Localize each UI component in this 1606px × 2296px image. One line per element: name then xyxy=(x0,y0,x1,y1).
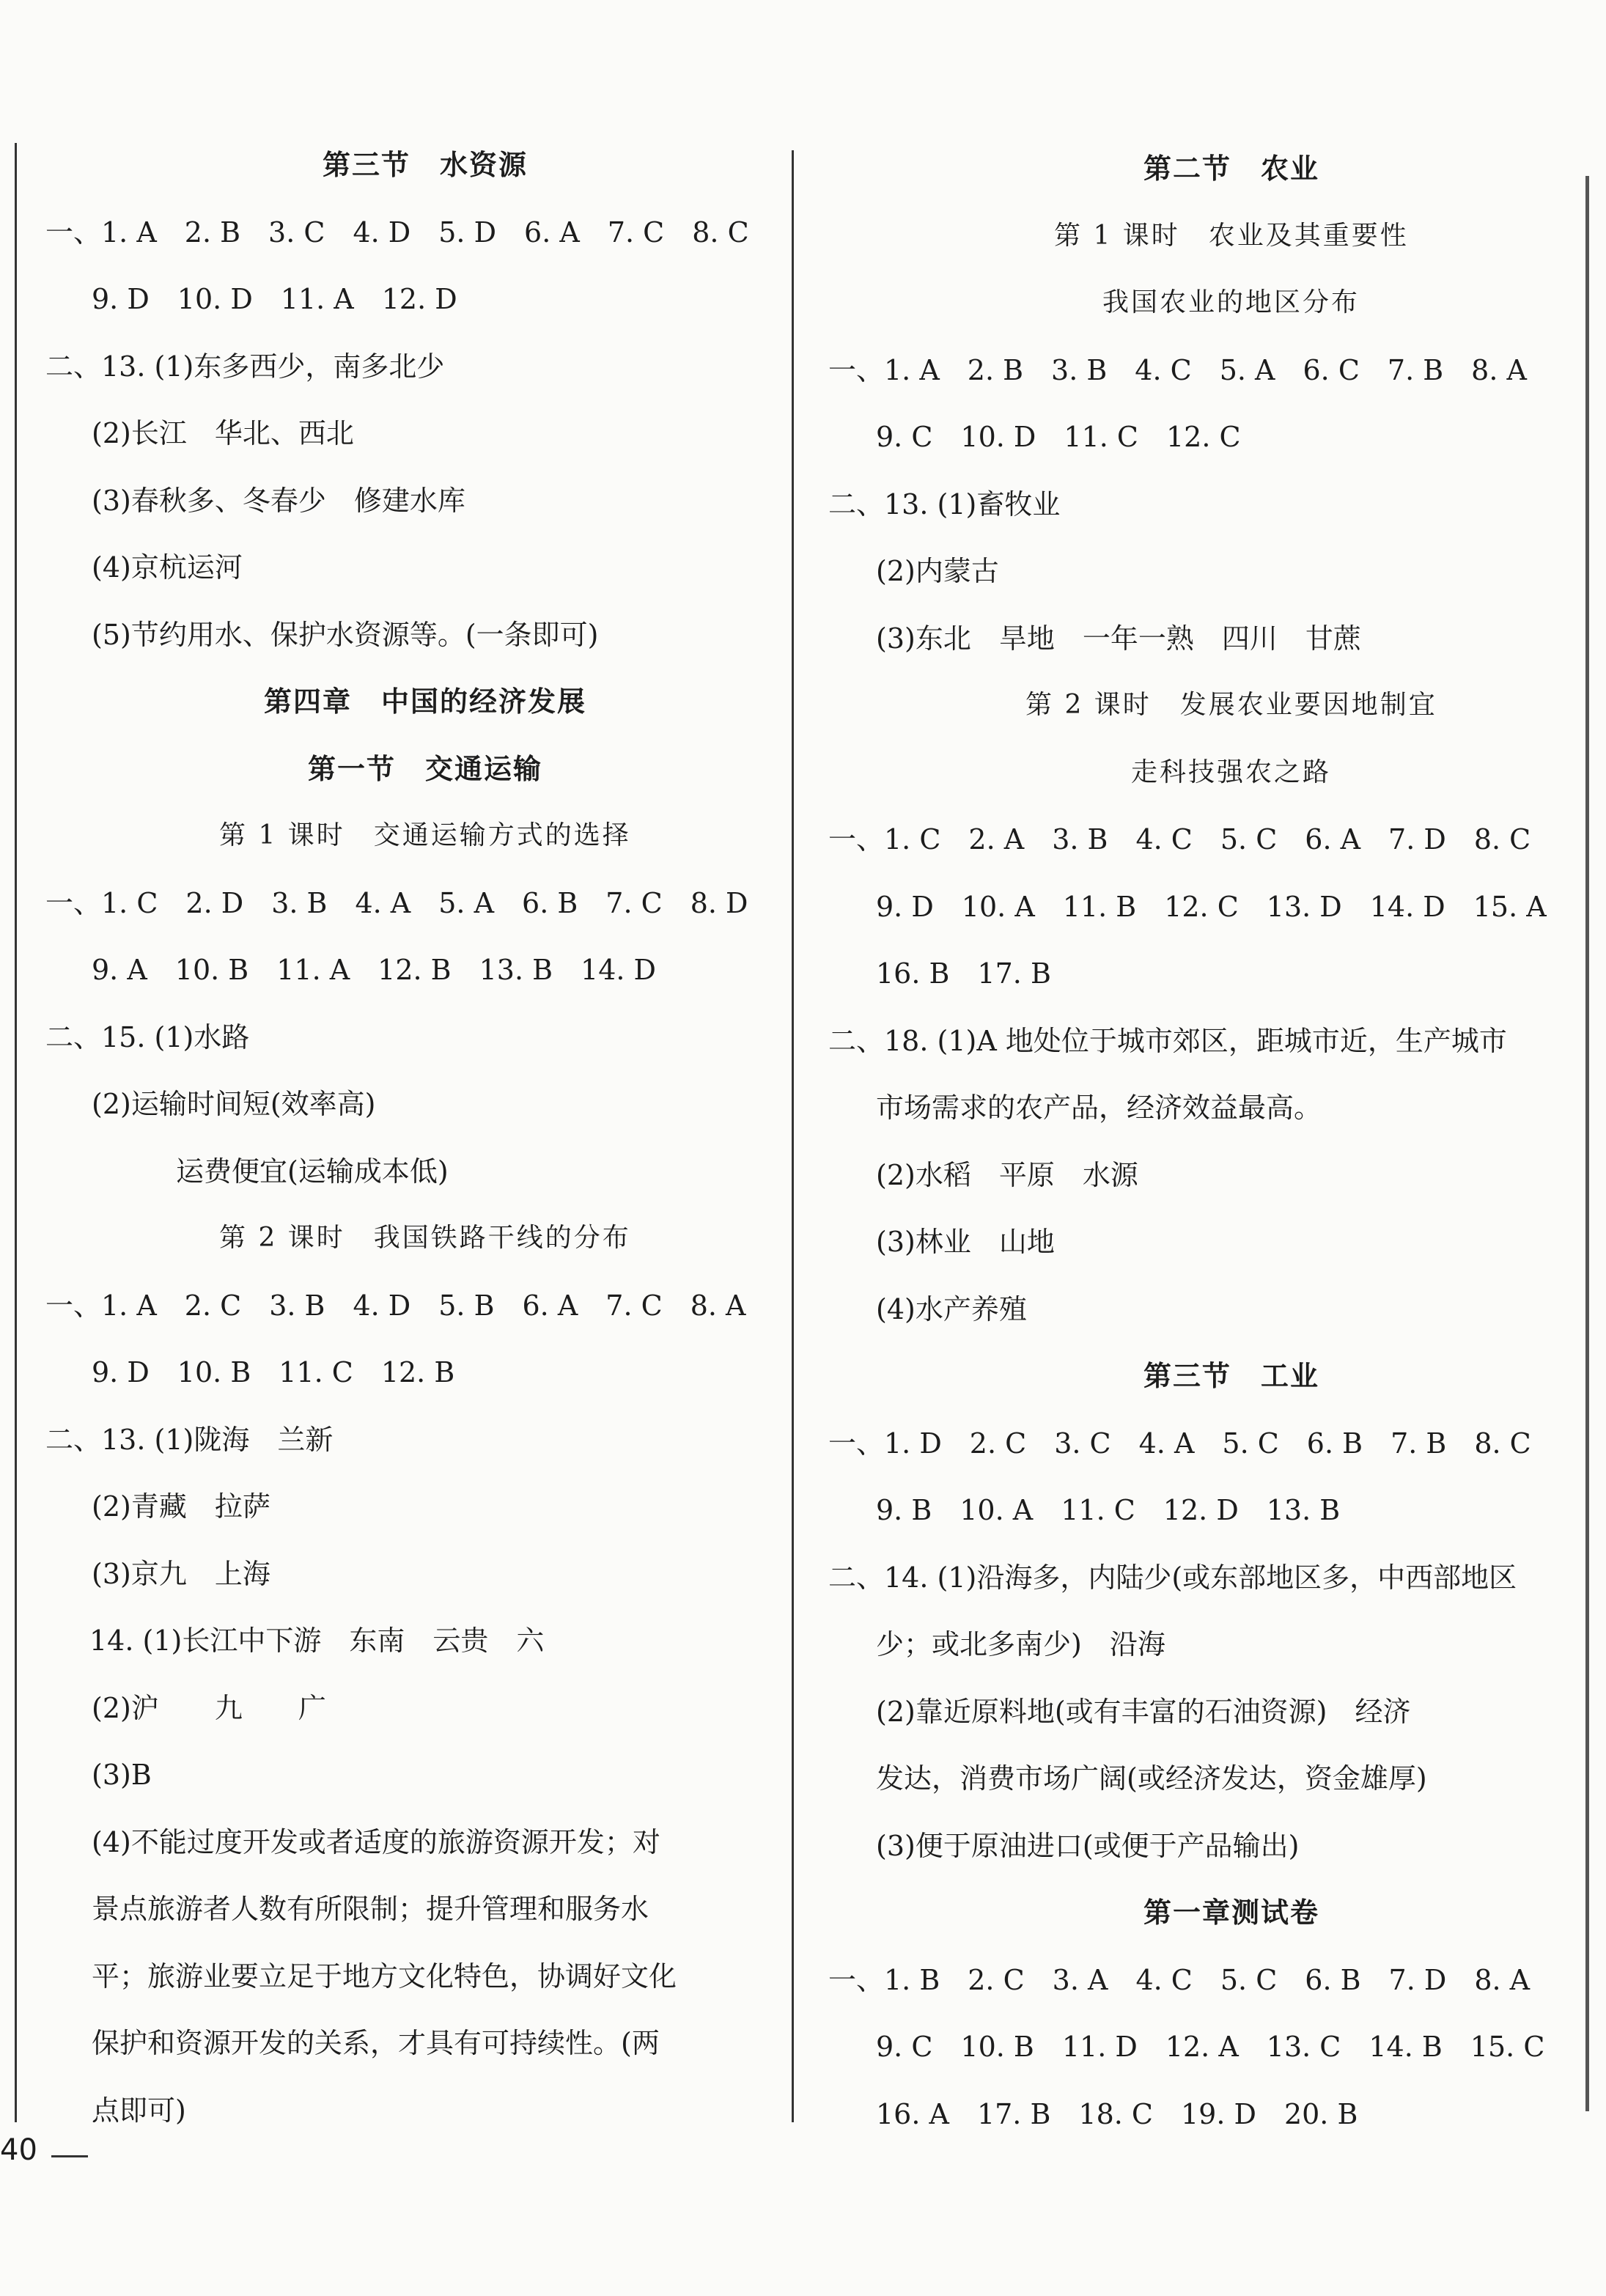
left-answer-line: (2)青藏 拉萨 xyxy=(92,1490,270,1523)
right-heading: 第二节 农业 xyxy=(1143,152,1320,185)
left-heading: 第一节 交通运输 xyxy=(308,751,543,785)
right-answer-line: 一、1. A 2. B 3. B 4. C 5. A 6. C 7. B 8. A xyxy=(828,353,1527,386)
right-answer-line: 9. C 10. B 11. D 12. A 13. C 14. B 15. C xyxy=(876,2031,1545,2063)
right-answer-line: 9. D 10. A 11. B 12. C 13. D 14. D 15. A xyxy=(876,890,1547,923)
column-divider xyxy=(792,150,794,2122)
right-answer-line: 二、14. (1)沿海多，内陆少(或东部地区多，中西部地区 xyxy=(828,1561,1517,1594)
left-answer-line: 9. A 10. B 11. A 12. B 13. B 14. D xyxy=(92,954,657,986)
right-heading: 第三节 工业 xyxy=(1143,1359,1320,1392)
left-answer-line: (4)不能过度开发或者适度的旅游资源开发；对 xyxy=(92,1825,660,1858)
left-answer-line: (3)京九 上海 xyxy=(92,1557,270,1590)
right-subheading: 我国农业的地区分布 xyxy=(1102,287,1360,317)
left-subheading: 第 1 课时 交通运输方式的选择 xyxy=(219,820,631,850)
left-answer-line: 二、13. (1)陇海 兰新 xyxy=(45,1423,334,1456)
right-answer-line: (3)东北 旱地 一年一熟 四川 甘蔗 xyxy=(876,622,1361,655)
left-answer-line: (3)B xyxy=(92,1759,152,1791)
left-answer-line: 9. D 10. B 11. C 12. B xyxy=(92,1356,455,1388)
right-answer-line: 少；或北多南少) 沿海 xyxy=(876,1628,1165,1660)
left-answer-line: 景点旅游者人数有所限制；提升管理和服务水 xyxy=(92,1893,649,1925)
right-answer-line: (2)水稻 平原 水源 xyxy=(876,1158,1138,1191)
right-answer-line: (2)靠近原料地(或有丰富的石油资源) 经济 xyxy=(876,1695,1411,1728)
right-answer-line: 16. A 17. B 18. C 19. D 20. B xyxy=(876,2097,1358,2130)
left-answer-line: (2)沪 九 广 xyxy=(92,1691,326,1724)
left-answer-line: 二、13. (1)东多西少，南多北少 xyxy=(45,350,445,383)
left-answer-line: 保护和资源开发的关系，才具有可持续性。(两 xyxy=(92,2027,660,2059)
left-subheading: 第 2 课时 我国铁路干线的分布 xyxy=(219,1223,631,1253)
left-answer-line: (3)春秋多、冬春少 修建水库 xyxy=(92,484,465,517)
left-answer-line: 一、1. C 2. D 3. B 4. A 5. A 6. B 7. C 8. D xyxy=(45,886,748,919)
left-border-line xyxy=(15,143,17,2122)
right-answer-line: (2)内蒙古 xyxy=(876,555,999,587)
left-answer-line: 点即可) xyxy=(92,2094,186,2127)
right-answer-line: (4)水产养殖 xyxy=(876,1292,1027,1325)
right-answer-line: 9. C 10. D 11. C 12. C xyxy=(876,421,1241,453)
left-answer-line: 二、15. (1)水路 xyxy=(45,1020,250,1053)
right-answer-line: 发达，消费市场广阔(或经济发达，资金雄厚) xyxy=(876,1762,1427,1795)
left-answer-line: 一、1. A 2. B 3. C 4. D 5. D 6. A 7. C 8. C xyxy=(45,216,749,249)
right-answer-line: 16. B 17. B xyxy=(876,957,1051,990)
left-answer-line: (4)京杭运河 xyxy=(92,551,243,584)
left-heading: 第三节 水资源 xyxy=(323,148,528,181)
right-answer-line: 二、18. (1)A 地处位于城市郊区，距城市近，生产城市 xyxy=(828,1024,1507,1057)
right-answer-line: 一、1. B 2. C 3. A 4. C 5. C 6. B 7. D 8. A xyxy=(828,1963,1531,1996)
left-heading: 第四章 中国的经济发展 xyxy=(264,685,587,718)
left-answer-line: (5)节约用水、保护水资源等。(一条即可) xyxy=(92,618,599,651)
right-subheading: 走科技强农之路 xyxy=(1131,757,1332,787)
left-answer-line: 14. (1)长江中下游 东南 云贵 六 xyxy=(89,1625,545,1657)
right-subheading: 第 2 课时 发展农业要因地制宜 xyxy=(1025,690,1437,720)
right-answer-line: 9. B 10. A 11. C 12. D 13. B xyxy=(876,1494,1341,1526)
left-answer-line: 一、1. A 2. C 3. B 4. D 5. B 6. A 7. C 8. A xyxy=(45,1289,746,1322)
right-answer-line: (3)林业 山地 xyxy=(876,1226,1055,1258)
right-answer-line: 市场需求的农产品，经济效益最高。 xyxy=(876,1092,1322,1124)
right-heading: 第一章测试卷 xyxy=(1143,1896,1320,1929)
right-answer-line: 二、13. (1)畜牧业 xyxy=(828,487,1061,520)
right-subheading: 第 1 课时 农业及其重要性 xyxy=(1054,220,1409,251)
right-answer-line: 一、1. D 2. C 3. C 4. A 5. C 6. B 7. B 8. C xyxy=(828,1427,1531,1460)
footer-dash xyxy=(51,2155,88,2157)
right-edge-mark xyxy=(1585,176,1589,2111)
right-answer-line: (3)便于原油进口(或便于产品输出) xyxy=(876,1829,1300,1862)
left-answer-line: (2)运输时间短(效率高) xyxy=(92,1088,376,1120)
page-number: 40 xyxy=(0,2133,37,2167)
left-answer-line: 9. D 10. D 11. A 12. D xyxy=(92,283,457,315)
left-answer-line: 运费便宜(运输成本低) xyxy=(176,1155,449,1188)
left-answer-line: 平；旅游业要立足于地方文化特色，协调好文化 xyxy=(92,1960,677,1993)
left-answer-line: (2)长江 华北、西北 xyxy=(92,417,354,449)
right-answer-line: 一、1. C 2. A 3. B 4. C 5. C 6. A 7. D 8. C xyxy=(828,823,1531,856)
